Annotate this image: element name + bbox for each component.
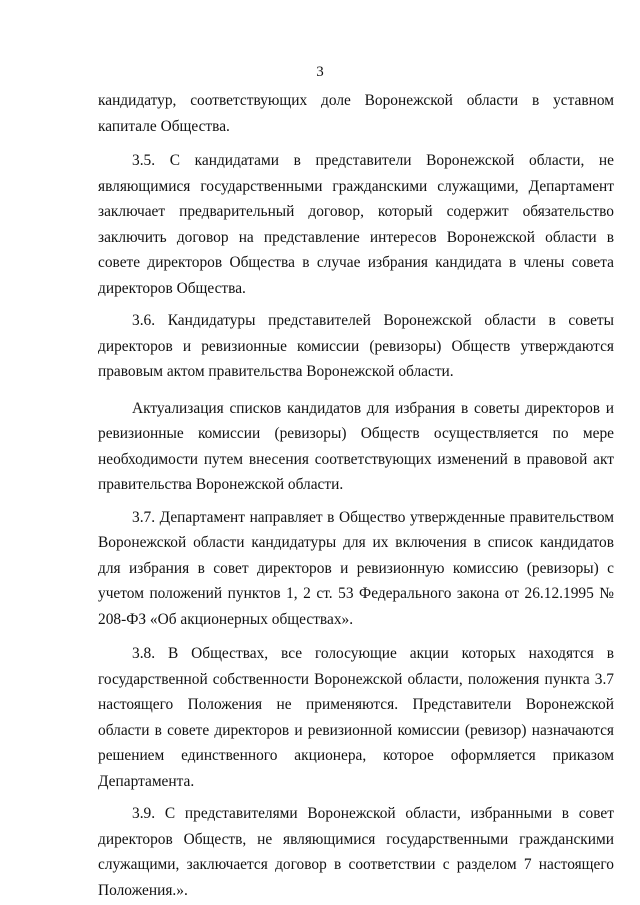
paragraph-3-9: 3.9. С представителями Воронежской области, избранными в совет директоров Обществ, не являющимися государственными гражданскими служащими, заключается договор в соответствии с разделом 7 настоящего Положения.». bbox=[98, 805, 614, 899]
paragraph-3-8: 3.8. В Обществах, все голосующие акции которых находятся в государственной собственности Воронежской области, положения пункта 3.7 настоящего Положения не применяются. Представители Воронежской области в совете директоров и ревизионной комиссии (ревизор) назначаются решением единственного акционера, которое оформляется приказом Департамента. bbox=[98, 645, 614, 790]
document-body bbox=[98, 88, 614, 903]
paragraph-3-6: 3.6. Кандидатуры представителей Воронежской области в советы директоров и ревизионные комиссии (ревизоры) Обществ утверждаются правовым актом правительства Воронежской области. bbox=[98, 312, 614, 380]
page-number: 3 bbox=[316, 64, 324, 80]
paragraph-3-7: 3.7. Департамент направляет в Общество утвержденные правительством Воронежской области кандидатуры для их включения в список кандидатов для избрания в совет директоров и ревизионную комиссию (ревизоры) с учетом положений пунктов 1, 2 ст. 53 Федерального закона от 26.12.1995 № 208-ФЗ «Об акционерных обществах». bbox=[98, 508, 614, 628]
paragraph-actualization: Актуализация списков кандидатов для избрания в советы директоров и ревизионные комиссии (ревизоры) Обществ осуществляется по мере необходимости путем внесения соответствующих изменений в правовой акт правительства Воронежской области. bbox=[98, 399, 614, 493]
paragraph-3-5: 3.5. С кандидатами в представители Воронежской области, не являющимися государственными гражданскими служащими, Департамент заключает предварительный договор, который содержит обязательство заключить договор на представление интересов Воронежской области в совете директоров Общества в случае избрания кандидата в члены совета директоров Общества. bbox=[98, 152, 614, 297]
paragraph-continuation: кандидатур, соответствующих доле Воронежской области в уставном капитале Общества. bbox=[98, 92, 614, 135]
